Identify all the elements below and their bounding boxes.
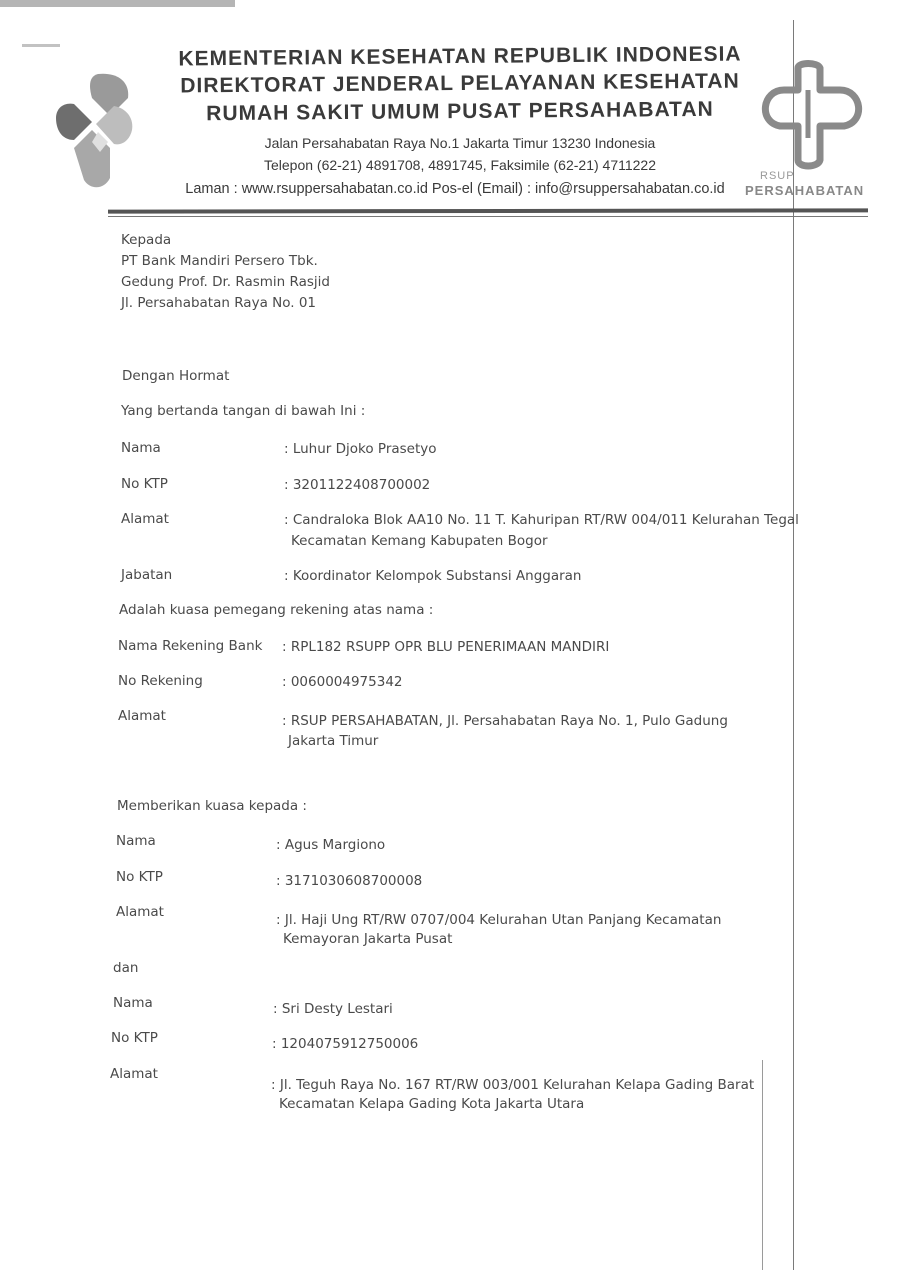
proxy2-ktp-value: : 1204075912750006 (272, 1036, 419, 1052)
conjunction: dan (113, 960, 139, 976)
letterhead-web: Laman : www.rsuppersahabatan.co.id Pos-el (Email) : info@rsuppersahabatan.co.id (185, 181, 725, 197)
proxy2-ktp-label: No KTP (111, 1030, 158, 1046)
signer-alamat-line1: : Candraloka Blok AA10 No. 11 T. Kahuripan RT/RW 004/011 Kelurahan Tegal (284, 512, 799, 528)
logo-label-name: PERSAHABATAN (745, 183, 865, 198)
account-nama-value: : RPL182 RSUPP OPR BLU PENERIMAAN MANDIRI (282, 639, 610, 655)
signer-ktp-value: : 3201122408700002 (284, 477, 431, 493)
account-alamat-line1: : RSUP PERSAHABATAN, Jl. Persahabatan Raya No. 1, Pulo Gadung (282, 713, 728, 729)
recipient-street: Jl. Persahabatan Raya No. 01 (121, 295, 317, 311)
signer-jabatan-label: Jabatan (121, 567, 173, 583)
scan-artifact-line (762, 1060, 763, 1270)
greeting: Dengan Hormat (122, 368, 230, 384)
proxy2-nama-label: Nama (113, 995, 153, 1011)
letterhead-phone: Telepon (62-21) 4891708, 4891745, Faksimile (62-21) 4711222 (263, 157, 656, 173)
logo-label-small: RSUP (760, 170, 795, 182)
letterhead-ministry: KEMENTERIAN KESEHATAN REPUBLIK INDONESIA (178, 42, 742, 71)
intro-text: Yang bertanda tangan di bawah Ini : (121, 403, 366, 419)
proxy2-alamat-label: Alamat (110, 1066, 158, 1082)
proxy1-alamat-line1: : Jl. Haji Ung RT/RW 0707/004 Kelurahan Utan Panjang Kecamatan (276, 912, 722, 928)
proxy1-ktp-label: No KTP (116, 869, 163, 885)
account-alamat-line2: Jakarta Timur (288, 733, 379, 749)
letterhead-directorate: DIREKTORAT JENDERAL PELAYANAN KESEHATAN (180, 69, 740, 98)
signer-alamat-label: Alamat (121, 511, 169, 527)
grant-intro: Memberikan kuasa kepada : (117, 798, 307, 814)
recipient-building: Gedung Prof. Dr. Rasmin Rasjid (121, 274, 330, 290)
kemenkes-logo-icon (48, 68, 140, 196)
proxy1-ktp-value: : 3171030608700008 (276, 873, 423, 889)
letterhead-divider-thin (108, 216, 868, 217)
recipient-to: Kepada (121, 232, 172, 248)
scan-artifact-top (0, 0, 235, 7)
scan-artifact-smudge (22, 44, 60, 47)
holder-intro: Adalah kuasa pemegang rekening atas nama : (119, 602, 434, 618)
letterhead-address: Jalan Persahabatan Raya No.1 Jakarta Timur 13230 Indonesia (264, 135, 656, 151)
proxy1-alamat-line2: Kemayoran Jakarta Pusat (283, 931, 453, 947)
proxy1-nama-value: : Agus Margiono (276, 837, 386, 853)
letterhead-divider (108, 208, 868, 213)
account-no-label: No Rekening (118, 673, 203, 689)
signer-nama-label: Nama (121, 440, 161, 456)
account-alamat-label: Alamat (118, 708, 166, 724)
signer-ktp-label: No KTP (121, 476, 168, 492)
account-nama-label: Nama Rekening Bank (118, 638, 263, 654)
proxy2-alamat-line1: : Jl. Teguh Raya No. 167 RT/RW 003/001 Kelurahan Kelapa Gading Barat (271, 1077, 755, 1093)
signer-jabatan-value: : Koordinator Kelompok Substansi Anggaran (284, 568, 582, 584)
rsup-persahabatan-logo-icon (758, 60, 870, 172)
signer-alamat-line2: Kecamatan Kemang Kabupaten Bogor (291, 533, 548, 549)
recipient-company: PT Bank Mandiri Persero Tbk. (121, 253, 318, 269)
proxy1-nama-label: Nama (116, 833, 156, 849)
letterhead-hospital: RUMAH SAKIT UMUM PUSAT PERSAHABATAN (206, 97, 714, 126)
proxy2-alamat-line2: Kecamatan Kelapa Gading Kota Jakarta Utara (279, 1096, 585, 1112)
proxy1-alamat-label: Alamat (116, 904, 164, 920)
proxy2-nama-value: : Sri Desty Lestari (273, 1001, 393, 1017)
signer-nama-value: : Luhur Djoko Prasetyo (284, 441, 437, 457)
account-no-value: : 0060004975342 (282, 674, 403, 690)
